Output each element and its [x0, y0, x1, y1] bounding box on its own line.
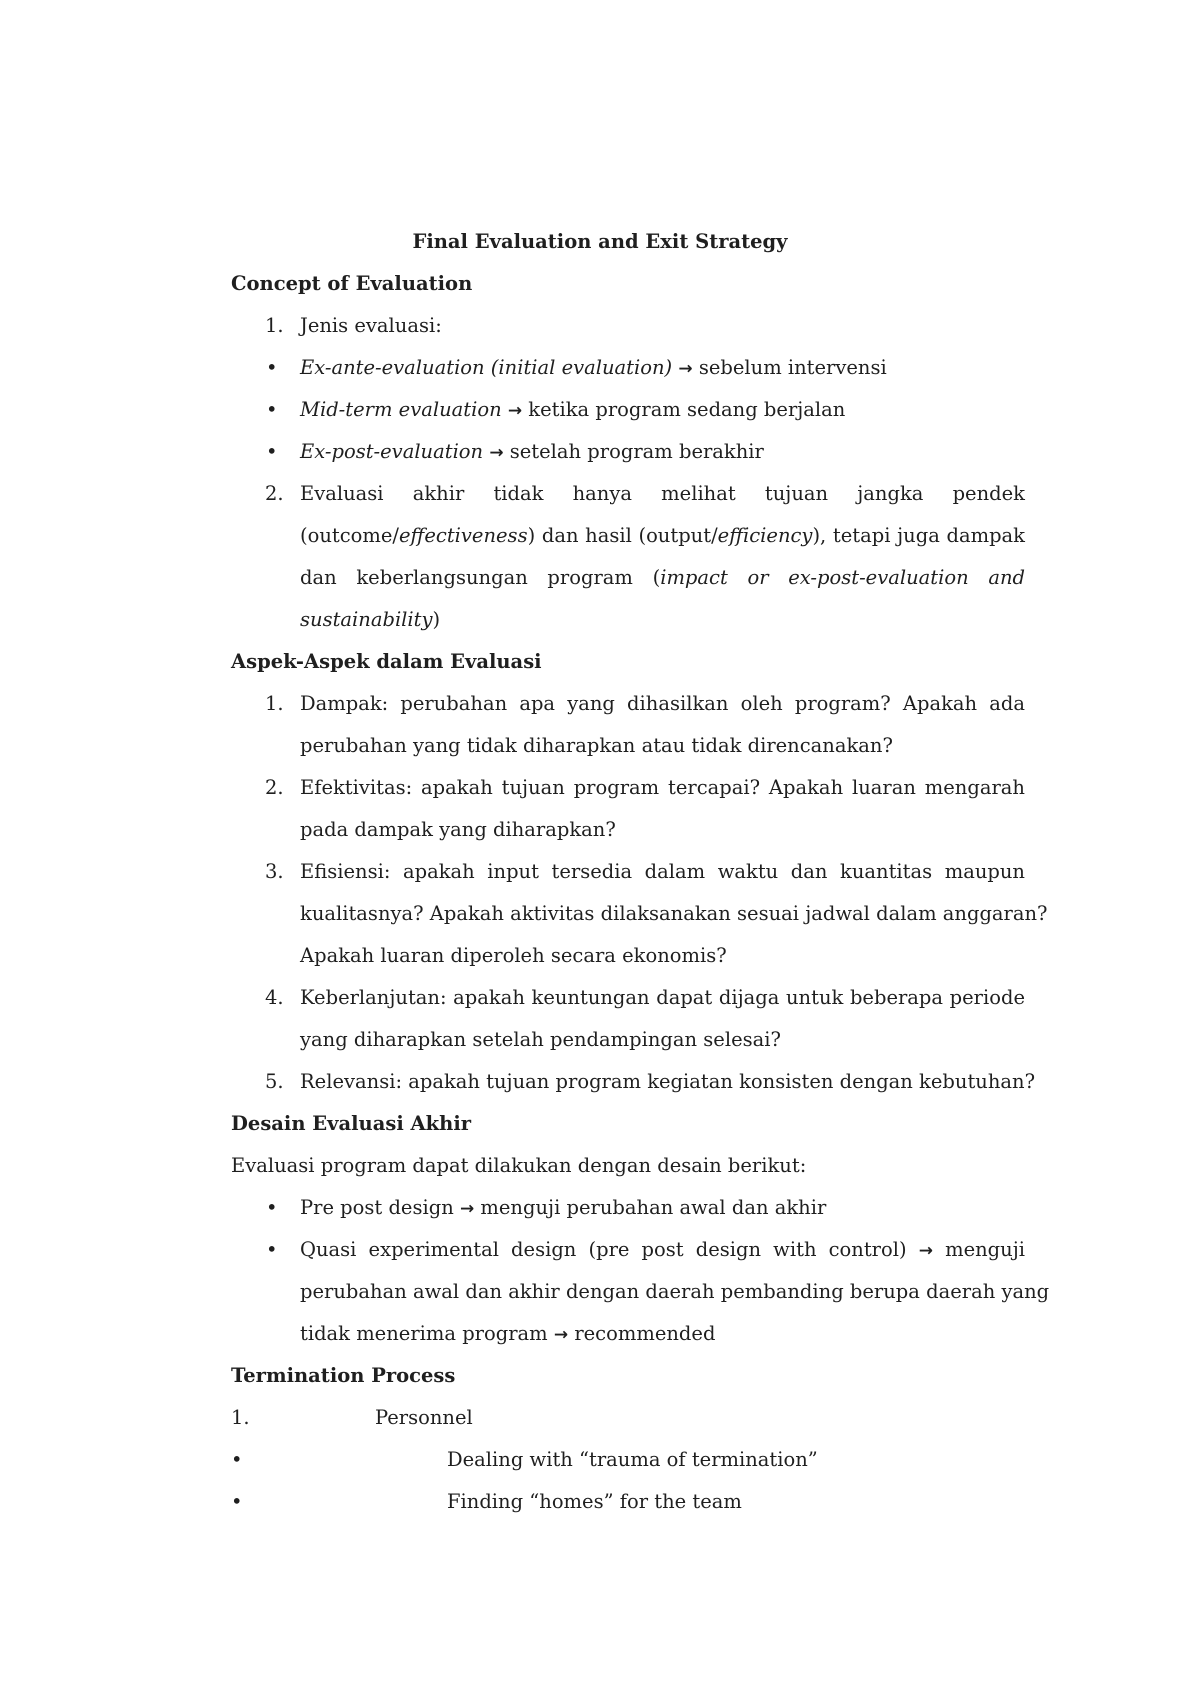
- list-number: 2.: [265, 482, 284, 505]
- paragraph-line: Efisiensi: apakah input tersedia dalam waktu dan kuantitas maupun: [300, 860, 1025, 883]
- emphasis-text: Mid-term evaluation: [300, 398, 502, 421]
- text-run: dan keberlangsungan program (: [300, 566, 661, 589]
- section-heading-desain: Desain Evaluasi Akhir: [231, 1112, 472, 1135]
- paragraph-line: Evaluasi program dapat dilakukan dengan desain berikut:: [231, 1154, 807, 1177]
- emphasis-text: Ex-ante-evaluation (initial evaluation): [300, 356, 673, 379]
- section-heading-concept: Concept of Evaluation: [231, 272, 473, 295]
- arrow-right-icon: →: [489, 443, 504, 463]
- paragraph-line: Keberlanjutan: apakah keuntungan dapat dijaga untuk beberapa periode: [300, 986, 1025, 1009]
- paragraph-line: pada dampak yang diharapkan?: [300, 818, 616, 841]
- text-run: tidak menerima program: [300, 1322, 554, 1345]
- section-heading-termination: Termination Process: [231, 1364, 456, 1387]
- list-number: 2.: [265, 776, 284, 799]
- text-run: ) dan hasil (output/: [527, 524, 718, 547]
- bullet-text: ketika program sedang berjalan: [522, 398, 846, 421]
- emphasis-text: impact or ex-post-evaluation and: [660, 566, 1025, 589]
- paragraph-line: yang diharapkan setelah pendampingan selesai?: [300, 1028, 781, 1051]
- paragraph-line: Efektivitas: apakah tujuan program tercapai? Apakah luaran mengarah: [300, 776, 1025, 799]
- list-number: 1.: [231, 1406, 250, 1429]
- arrow-right-icon: →: [507, 401, 523, 421]
- paragraph-line: [300, 522, 1025, 550]
- bullet-text: Dealing with “trauma of termination”: [447, 1448, 818, 1471]
- list-item-text: Personnel: [375, 1406, 473, 1429]
- paragraph-line: Relevansi: apakah tujuan program kegiatan konsisten dengan kebutuhan?: [300, 1070, 1036, 1093]
- bullet-item-ex-ante: [300, 354, 887, 383]
- paragraph-line: [300, 1236, 1025, 1265]
- paragraph-line: kualitasnya? Apakah aktivitas dilaksanakan sesuai jadwal dalam anggaran?: [300, 902, 1048, 925]
- text-run: ), tetapi juga dampak: [812, 524, 1025, 547]
- bullet-icon: •: [266, 356, 278, 379]
- text-run: ): [432, 608, 441, 631]
- bullet-icon: •: [231, 1448, 243, 1471]
- bullet-item-pre-post: [300, 1194, 826, 1223]
- arrow-right-icon: →: [918, 1241, 933, 1261]
- text-run: Quasi experimental design (pre post design with control): [300, 1238, 919, 1261]
- section-heading-aspek: Aspek-Aspek dalam Evaluasi: [231, 650, 542, 673]
- emphasis-text: Ex-post-evaluation: [300, 440, 484, 463]
- bullet-text: Finding “homes” for the team: [447, 1490, 742, 1513]
- bullet-item-mid-term: [300, 396, 845, 425]
- bullet-text: sebelum intervensi: [692, 356, 887, 379]
- list-number: 1.: [265, 692, 284, 715]
- paragraph-line: perubahan awal dan akhir dengan daerah pembanding berupa daerah yang: [300, 1280, 1050, 1303]
- list-number: 3.: [265, 860, 284, 883]
- paragraph-line: [300, 564, 1025, 592]
- text-run: recommended: [568, 1322, 716, 1345]
- bullet-text: setelah program berakhir: [503, 440, 764, 463]
- bullet-icon: •: [266, 1238, 278, 1261]
- paragraph-line: Apakah luaran diperoleh secara ekonomis?: [300, 944, 727, 967]
- bullet-icon: •: [266, 440, 278, 463]
- arrow-right-icon: →: [553, 1325, 569, 1345]
- emphasis-text: sustainability: [300, 608, 433, 631]
- text-run: menguji: [932, 1238, 1025, 1261]
- text-run: menguji perubahan awal dan akhir: [474, 1196, 827, 1219]
- paragraph-line: [300, 606, 440, 634]
- paragraph-line: Dampak: perubahan apa yang dihasilkan oleh program? Apakah ada: [300, 692, 1025, 715]
- paragraph-line: Evaluasi akhir tidak hanya melihat tujuan jangka pendek: [300, 482, 1025, 505]
- emphasis-text: efficiency: [717, 524, 813, 547]
- list-number: 1.: [265, 314, 284, 337]
- arrow-right-icon: →: [678, 359, 693, 379]
- bullet-icon: •: [266, 1196, 278, 1219]
- paragraph-line: [300, 1320, 715, 1349]
- bullet-item-ex-post: [300, 438, 764, 467]
- list-number: 4.: [265, 986, 284, 1009]
- text-run: Pre post design: [300, 1196, 460, 1219]
- list-number: 5.: [265, 1070, 284, 1093]
- paragraph-line: perubahan yang tidak diharapkan atau tidak direncanakan?: [300, 734, 893, 757]
- document-title: Final Evaluation and Exit Strategy: [412, 230, 788, 253]
- list-item-text: Jenis evaluasi:: [300, 314, 442, 337]
- text-run: (outcome/: [300, 524, 400, 547]
- emphasis-text: effectiveness: [399, 524, 528, 547]
- bullet-icon: •: [266, 398, 278, 421]
- bullet-icon: •: [231, 1490, 243, 1513]
- arrow-right-icon: →: [459, 1199, 475, 1219]
